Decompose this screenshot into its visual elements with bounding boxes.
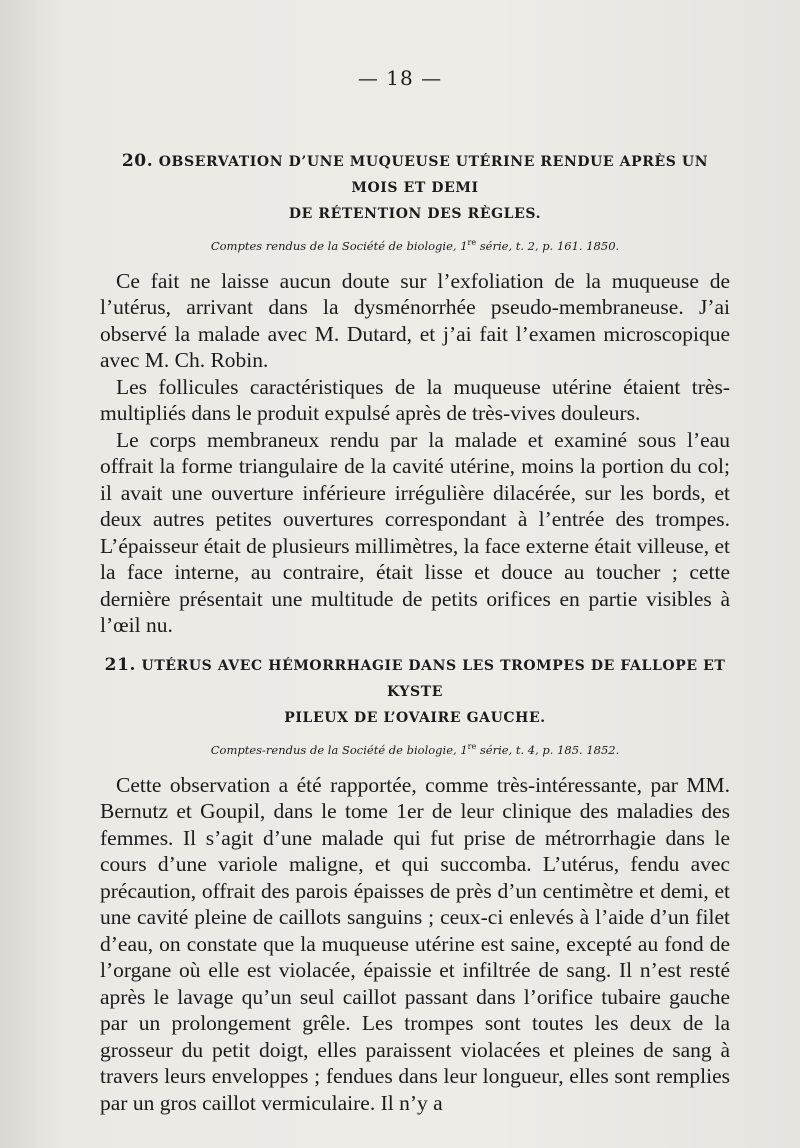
citation-superscript: re <box>467 238 477 247</box>
citation <box>100 737 730 760</box>
heading-line-2: DE RÉTENTION DES RÈGLES. <box>288 206 542 222</box>
section-body <box>100 268 730 639</box>
citation <box>100 233 730 256</box>
paragraph: Le corps membraneux rendu par la malade et examiné sous l’eau offrait la forme triangulaire de la cavité utérine, moins la portion du col; il avait une ouverture inférieure irrégulière dilacérée, sur les bords, et deux autres petites ouvertures correspondant à l’entrée des trompes. L’épaisseur était de plusieurs millimètres, la face externe était villeuse, et la face interne, au contraire, était lisse et douce au toucher ; cette dernière présentait une multitude de petits orifices en partie visibles à l’œil nu. <box>100 427 730 638</box>
paragraph: Cette observation a été rapportée, comme très-intéressante, par MM. Bernutz et Goupil, dans le tome 1er de leur clinique des maladies des femmes. Il s’agit d’une malade qui fut prise de métrorrhagie dans le cours d’une variole maligne, et qui succomba. L’utérus, fendu avec précaution, offrait des parois épaisses de près d’un centimètre et demi, et une cavité pleine de caillots sanguins ; ceux-ci enlevés à l’aide d’un filet d’eau, on constate que la muqueuse utérine est saine, excepté au fond de l’organe où elle est violacée, épaissie et infiltrée de sang. Il n’est resté après le lavage qu’un seul caillot passant dans l’orifice tubaire gauche par un prolongement grêle. Les trompes sont toutes les deux de la grosseur du petit doigt, elles paraissent violacées et pleines de sang à travers leurs enveloppes ; fendues dans leur longueur, elles sont remplies par un gros caillot vermiculaire. Il n’y a <box>100 772 730 1115</box>
citation-superscript: re <box>467 742 477 751</box>
section-20 <box>100 148 730 639</box>
heading-line-1: OBSERVATION D’UNE MUQUEUSE UTÉRINE RENDUE APRÈS UN MOIS ET DEMI <box>158 154 709 196</box>
section-heading <box>100 652 730 731</box>
paragraph: Ce fait ne laisse aucun doute sur l’exfoliation de la muqueuse de l’utérus, arrivant dans la dysménorrhée pseudo-membraneuse. J’ai observé la malade avec M. Dutard, et j’ai fait l’examen microscopique avec M. Ch. Robin. <box>100 268 730 373</box>
paragraph: Les follicules caractéristiques de la muqueuse utérine étaient très-multipliés dans le produit expulsé après de très-vives douleurs. <box>100 374 730 426</box>
section-number: 21. <box>104 655 137 675</box>
heading-line-1: UTÉRUS AVEC HÉMORRHAGIE DANS LES TROMPES DE FALLOPE ET KYSTE <box>141 658 726 700</box>
section-number: 20. <box>121 151 154 171</box>
citation-text: Comptes rendus de la Société de biologie, 1 <box>210 238 468 253</box>
heading-line-2: PILEUX DE L’OVAIRE GAUCHE. <box>284 710 546 726</box>
citation-text: Comptes-rendus de la Société de biologie, 1 <box>210 742 468 757</box>
page-number: — 18 — <box>357 66 443 90</box>
section-heading <box>100 148 730 227</box>
citation-text-end: série, t. 2, p. 161. 1850. <box>476 238 620 253</box>
section-body <box>100 772 730 1117</box>
section-21 <box>100 652 730 1116</box>
citation-text-end: série, t. 4, p. 185. 1852. <box>476 742 620 757</box>
